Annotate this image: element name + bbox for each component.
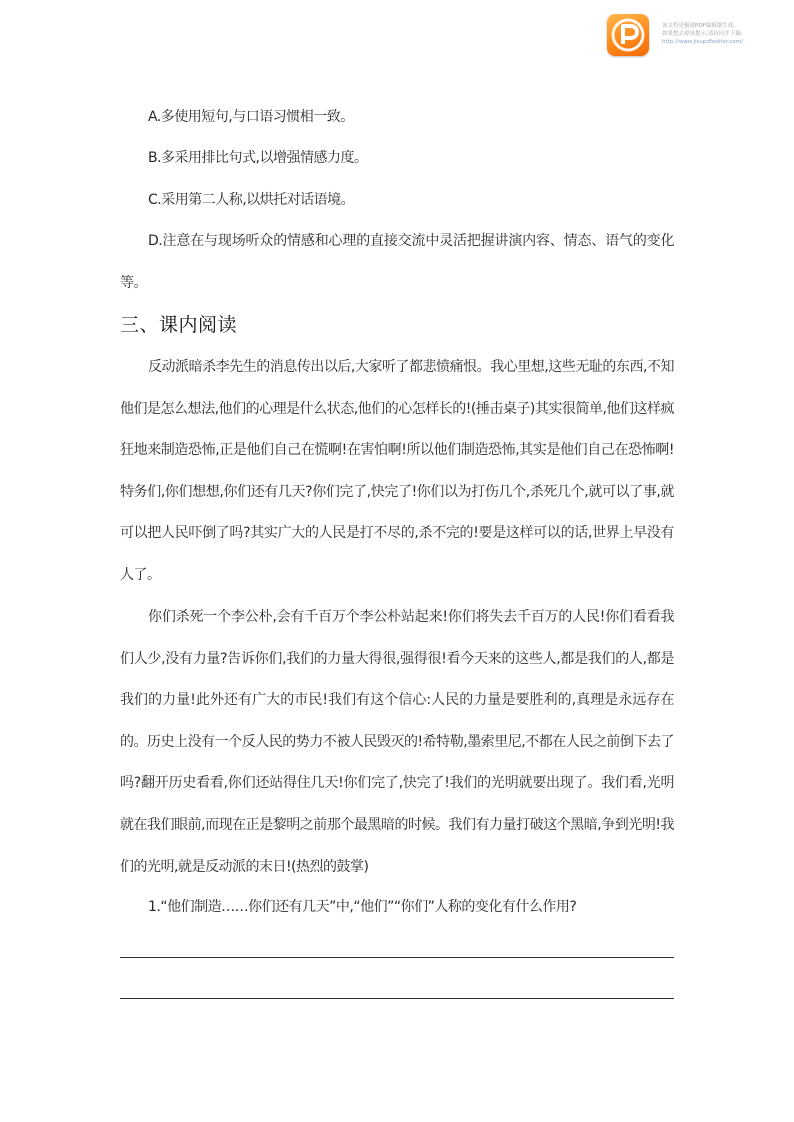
watermark-url: http://www.jisupdfeditor.com/ [662,39,743,45]
watermark-line-2: 如果想去掉该提示,请访问并下载: [662,31,743,37]
answer-line-2[interactable] [120,998,674,999]
pdf-editor-logo [607,14,649,56]
watermark-text [662,22,787,46]
option-d: D.注意在与现场听众的情感和心理的直接交流中灵活把握讲演内容、情态、语气的变化等。 [120,233,674,291]
option-a: A.多使用短句,与口语习惯相一致。 [148,109,354,125]
section-heading: 三、课内阅读 [120,314,238,336]
watermark-line-1: 该文档是极速PDF编辑器生成, [662,23,735,29]
question-1: 1.“他们制造……你们还有几天”中,“他们”“你们”人称的变化有什么作用? [148,899,577,915]
reading-paragraph-1: 反动派暗杀李先生的消息传出以后,大家听了都悲愤痛恨。我心里想,这些无耻的东西,不知他们是怎么想法,他们的心理是什么状态,他们的心怎样长的!(捶击桌子)其实很简单,他们这样疯狂地来制造恐怖,正是他们自己在慌啊!在害怕啊!所以他们制造恐怖,其实是他们自己在恐怖啊!特务们,你们想想,你们还有几天?你们完了,快完了!你们以为打伤几个,杀死几个,就可以了事,就可以把人民吓倒了吗?其实广大的人民是打不尽的,杀不完的!要是这样可以的话,世界上早没有人了。 [120,359,674,583]
p-letter-icon [607,14,649,56]
option-b: B.多采用排比句式,以增强情感力度。 [148,150,368,166]
reading-paragraph-2: 你们杀死一个李公朴,会有千百万个李公朴站起来!你们将失去千百万的人民!你们看看我们人少,没有力量?告诉你们,我们的力量大得很,强得很!看今天来的这些人,都是我们的人,都是我们的力量!此外还有广大的市民!我们有这个信心:人民的力量是要胜利的,真理是永远存在的。历史上没有一个反人民的势力不被人民毁灭的!希特勒,墨索里尼,不都在人民之前倒下去了吗?翻开历史看看,你们还站得住几天!你们完了,快完了!我们的光明就要出现了。我们看,光明就在我们眼前,而现在正是黎明之前那个最黑暗的时候。我们有力量打破这个黑暗,争到光明!我们的光明,就是反动派的末日!(热烈的鼓掌) [120,609,674,875]
pdf-editor-watermark [607,14,787,60]
answer-line-1[interactable] [120,957,674,958]
option-c: C.采用第二人称,以烘托对话语境。 [148,192,355,208]
